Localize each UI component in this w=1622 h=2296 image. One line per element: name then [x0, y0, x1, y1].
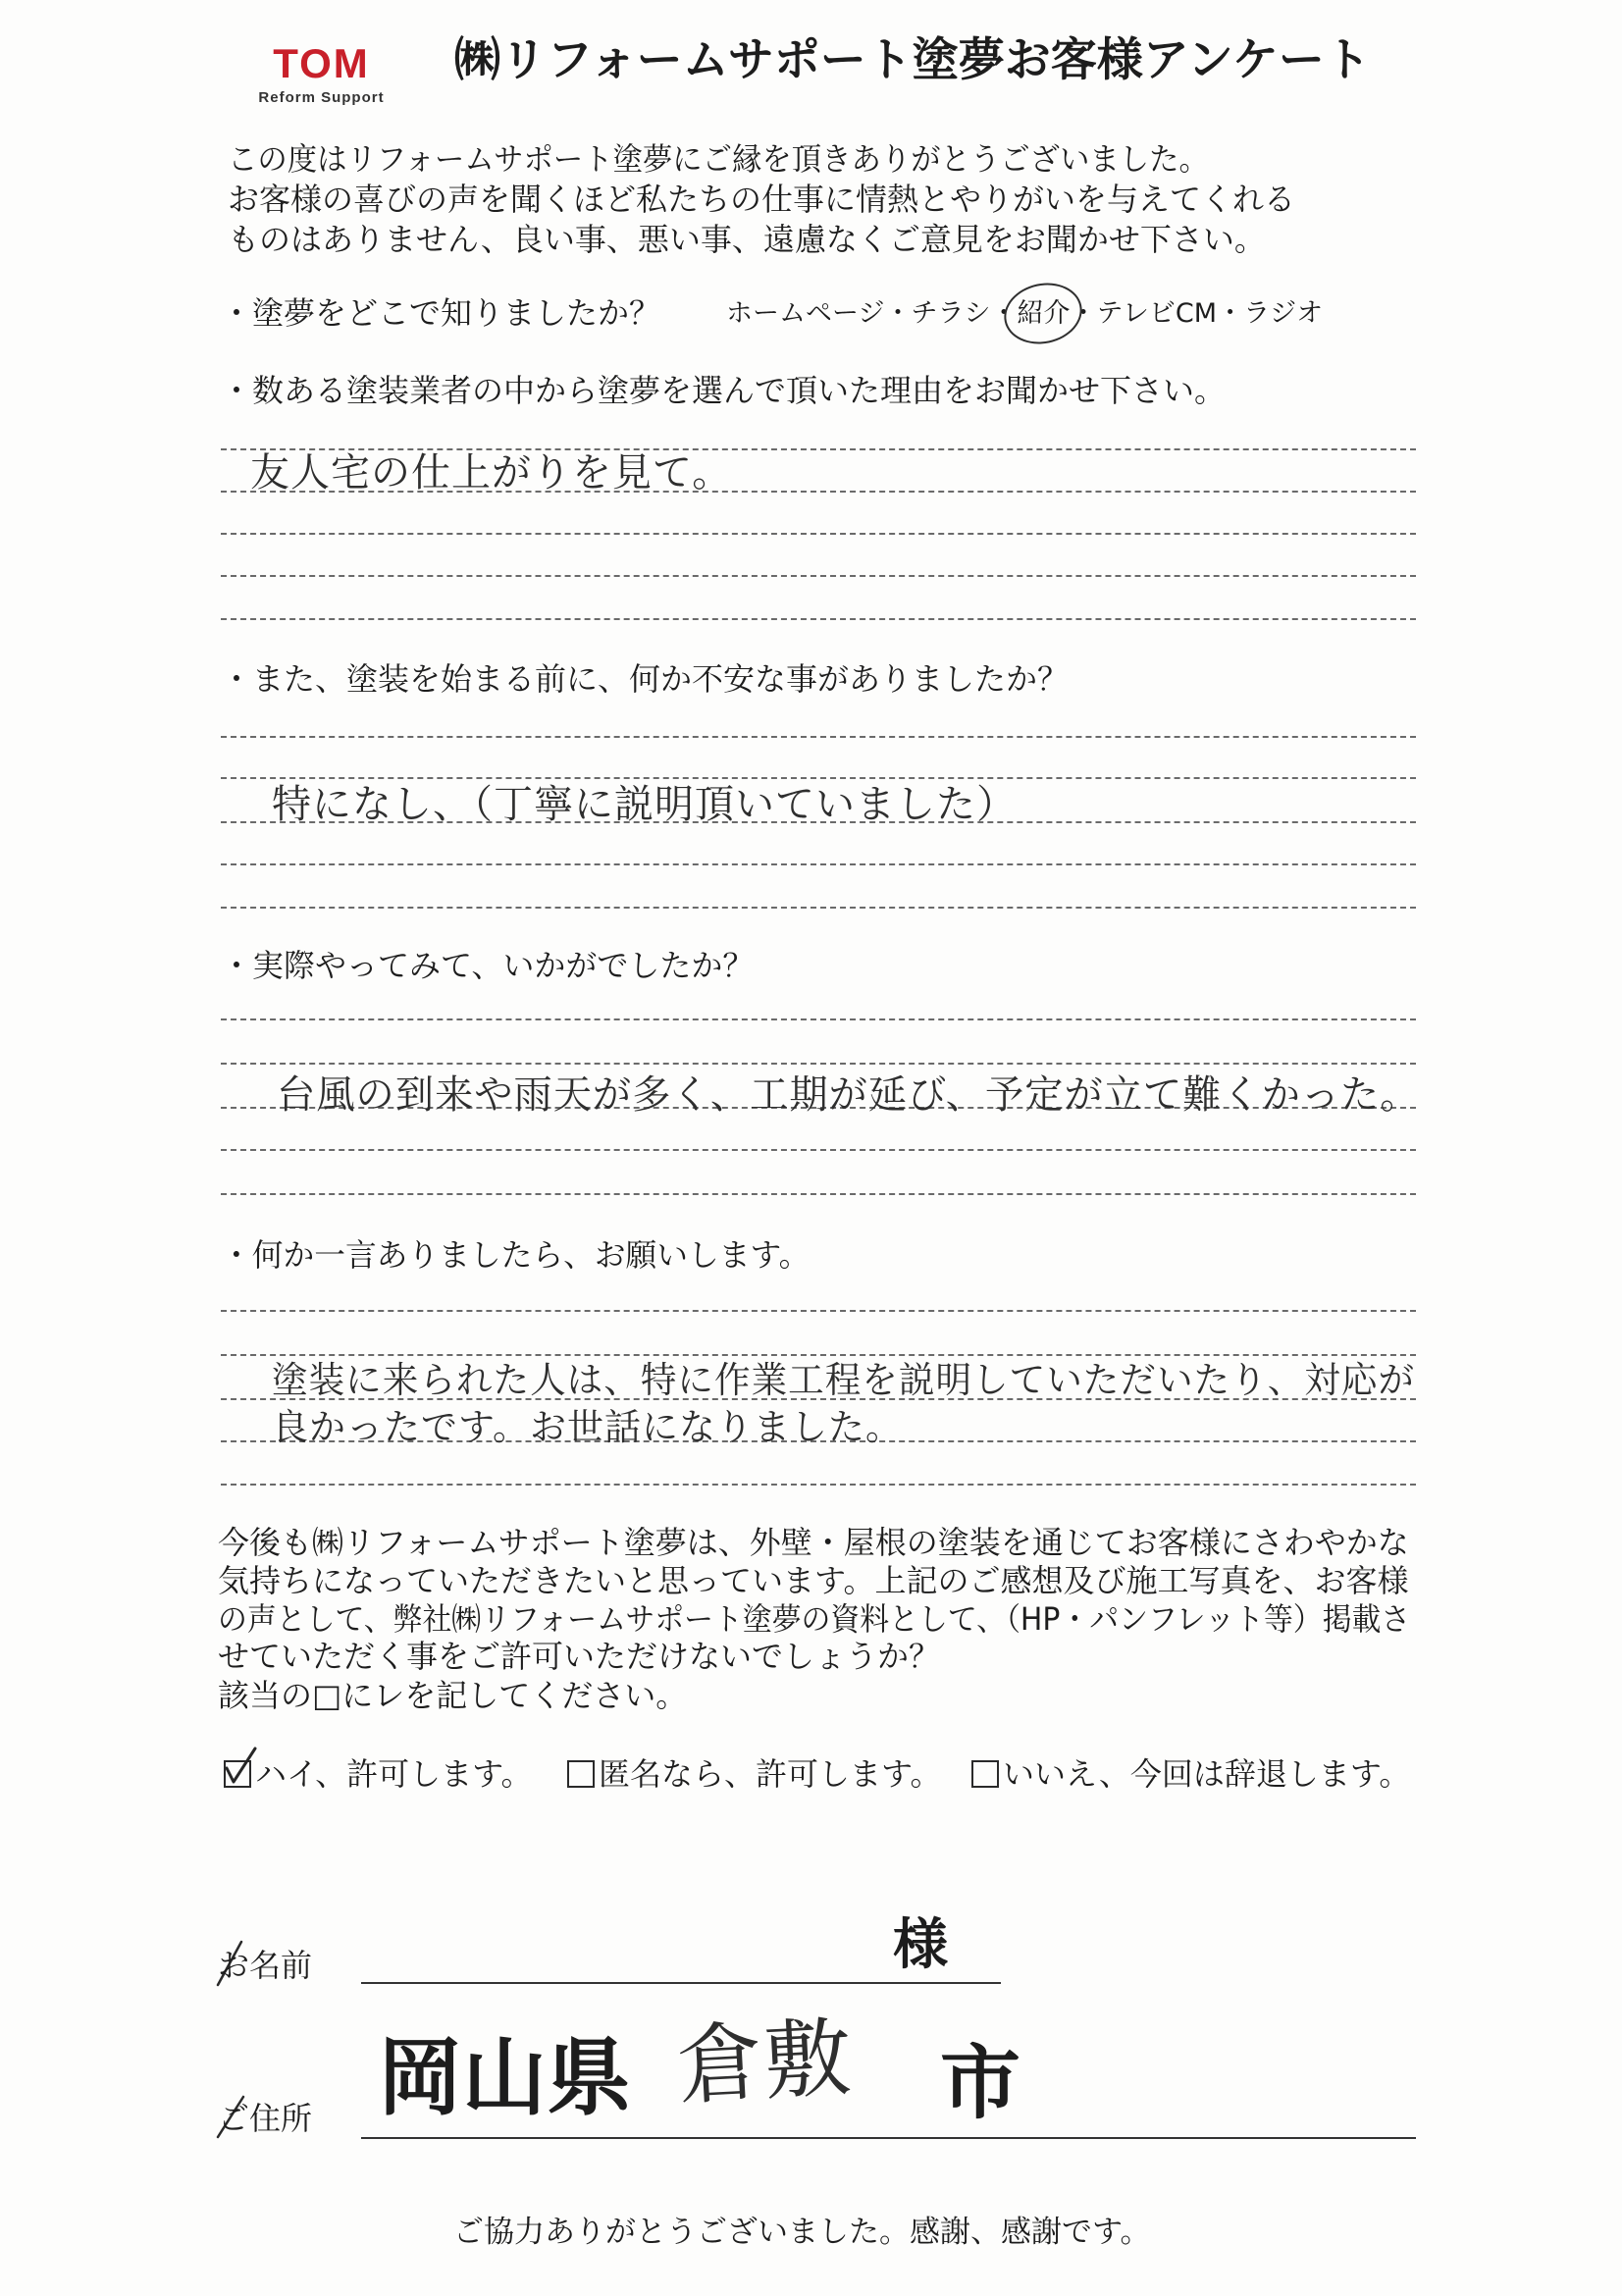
answer-line	[221, 1310, 1416, 1312]
answer-line	[221, 736, 1416, 738]
source-options	[726, 300, 1325, 327]
checkbox	[567, 1760, 595, 1788]
checkbox	[224, 1760, 251, 1788]
address-city-suffix: 市	[940, 2037, 1021, 2130]
permission-text-line: 今後も㈱リフォームサポート塗夢は、外壁・屋根の塗装を通じてお客様にさわやかな	[218, 1524, 1409, 1561]
source-option	[1017, 300, 1070, 327]
permission-text-line: 気持ちになっていただきたいと思っています。上記のご感想及び施工写真を、お客様	[218, 1562, 1409, 1599]
question-comment: ・何か一言ありましたら、お願いします。	[221, 1236, 811, 1274]
permission-option-anonymous	[567, 1755, 945, 1793]
permission-option-decline	[971, 1755, 1418, 1793]
source-option-label: ホームページ	[726, 298, 885, 329]
logo-tagline: Reform Support	[258, 89, 385, 106]
check-mark	[224, 1747, 257, 1786]
permission-option-label: いいえ、今回は辞退します。	[1003, 1755, 1411, 1793]
footer-thanks: ご協力ありがとうございました。感謝、感謝です。	[453, 2215, 1151, 2250]
permission-option-label: ハイ、許可します。	[255, 1755, 533, 1793]
source-option	[1096, 300, 1217, 327]
handwritten-answer: 友人宅の仕上がりを見て。	[250, 450, 733, 496]
answer-line	[221, 907, 1416, 909]
handwritten-city: 倉敷	[674, 2007, 855, 2117]
option-separator: ・	[1217, 298, 1244, 329]
address-prefecture: 岡山県	[378, 2029, 631, 2127]
name-suffix: 様	[893, 1913, 948, 1977]
address-underline	[361, 2137, 1416, 2139]
address-label: ご住所	[218, 2100, 313, 2137]
name-label: お名前	[218, 1947, 313, 1984]
company-logo	[250, 40, 392, 106]
handwritten-answer: 特になし、（丁寧に説明頂いていました）	[272, 782, 1017, 827]
answer-line	[221, 1193, 1416, 1195]
answer-line	[221, 618, 1416, 620]
handwritten-answer: 良かったです。お世話になりました。	[272, 1406, 904, 1448]
answer-line	[221, 1149, 1416, 1151]
checkbox	[971, 1760, 999, 1788]
permission-text-line: の声として、弊社㈱リフォームサポート塗夢の資料として、（HP・パンフレット等）掲載さ	[218, 1600, 1411, 1638]
source-option-label: ラジオ	[1243, 298, 1324, 329]
question-reason: ・数ある塗装業者の中から塗夢を選んで頂いた理由をお聞かせ下さい。	[221, 372, 1227, 409]
page-title: ㈱リフォームサポート塗夢お客様アンケート	[454, 33, 1371, 87]
handwritten-answer: 塗装に来られた人は、特に作業工程を説明していただいたり、対応が	[272, 1359, 1416, 1401]
permission-option-label: 匿名なら、許可します。	[599, 1755, 942, 1793]
answer-line	[221, 1484, 1416, 1486]
option-separator: ・	[990, 298, 1018, 329]
answer-line	[221, 1354, 1416, 1356]
source-option	[911, 300, 990, 327]
source-option-label: テレビCM	[1096, 298, 1218, 329]
source-option-label: 紹介	[1017, 298, 1071, 329]
answer-line	[221, 575, 1416, 577]
intro-line: ものはありません、良い事、悪い事、遠慮なくご意見をお聞かせ下さい。	[228, 221, 1266, 258]
source-option-label: チラシ	[911, 298, 991, 329]
name-underline	[361, 1982, 1001, 1984]
source-option	[1243, 300, 1323, 327]
question-concerns: ・また、塗装を始まる前に、何か不安な事がありましたか？	[221, 660, 1070, 698]
logo-mark: TOM	[273, 40, 370, 86]
answer-line	[221, 1063, 1416, 1065]
handwritten-answer: 台風の到来や雨天が多く、工期が延び、予定が立て難くかった。	[277, 1072, 1420, 1118]
intro-line: この度はリフォームサポート塗夢にご縁を頂きありがとうございました。	[228, 140, 1209, 178]
intro-line: お客様の喜びの声を聞くほど私たちの仕事に情熱とやりがいを与えてくれる	[228, 181, 1296, 218]
permission-option-yes	[224, 1755, 548, 1793]
answer-line	[221, 863, 1416, 865]
source-option	[726, 300, 884, 327]
answer-line	[221, 533, 1416, 535]
answer-line	[221, 1018, 1416, 1020]
answer-line	[221, 777, 1416, 779]
permission-text-line: せていただく事をご許可いただけないでしょうか？	[218, 1638, 941, 1675]
option-separator: ・	[1070, 298, 1097, 329]
question-experience: ・実際やってみて、いかがでしたか？	[221, 947, 755, 984]
option-separator: ・	[884, 298, 912, 329]
selection-circle	[999, 276, 1088, 350]
permission-text-line: 該当の□にレを記してください。	[218, 1677, 688, 1714]
question-source: ・塗夢をどこで知りましたか？	[221, 294, 661, 332]
